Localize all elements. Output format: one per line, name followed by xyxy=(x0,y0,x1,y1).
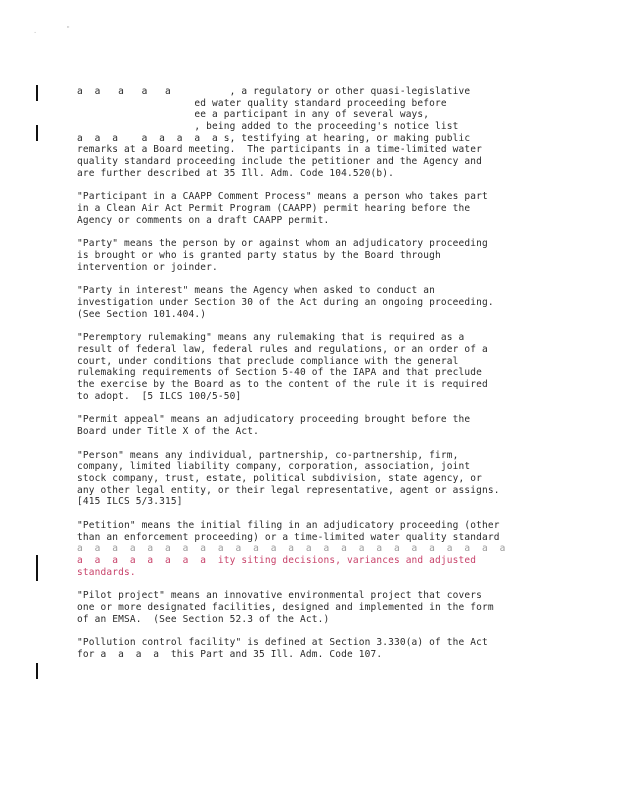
text-line: "Pilot project" means an innovative environmental project that covers xyxy=(77,590,482,602)
definition-person xyxy=(77,450,547,508)
text-line-revised: a a a a a a a a ity siting decisions, variances and adjusted xyxy=(77,554,477,566)
text-line: "Participant in a CAAPP Comment Process" means a person who takes part xyxy=(77,191,488,203)
text-line: "Permit appeal" means an adjudicatory proceeding brought before the xyxy=(77,414,471,426)
text-line: Board under Title X of the Act. xyxy=(77,425,259,437)
text-line: to adopt. [5 ILCS 100/5-50] xyxy=(77,390,242,402)
revision-change-bar xyxy=(36,555,38,581)
text-line: than an enforcement proceeding) or a time-limited water quality standard xyxy=(77,531,500,543)
text-line: one or more designated facilities, designed and implemented in the form xyxy=(77,601,494,613)
text-line: a a a a a , a regulatory or other quasi-legislative xyxy=(77,86,471,97)
definition-peremptory-rulemaking xyxy=(77,332,547,402)
text-line: the exercise by the Board as to the content of the rule it is required xyxy=(77,379,488,390)
text-line: court, under conditions that preclude compliance with the general xyxy=(77,355,459,367)
text-line: "Petition" means the initial filing in an adjudicatory proceeding (other xyxy=(77,519,500,531)
definition-petition xyxy=(77,520,547,578)
text-line: stock company, trust, estate, political subdivision, state agency, or xyxy=(77,472,482,484)
definition-party xyxy=(77,238,547,273)
definition-pollution-control-facility xyxy=(77,637,547,660)
text-line: "Peremptory rulemaking" means any rulemaking that is required as a xyxy=(77,332,465,344)
scan-speck: " xyxy=(66,25,71,33)
text-line: of an EMSA. (See Section 52.3 of the Act.) xyxy=(77,613,330,625)
text-line: is brought or who is granted party status by the Board through xyxy=(77,250,441,262)
text-line: ed water quality standard proceeding before xyxy=(77,97,447,109)
text-line: Agency or comments on a draft CAAPP permit. xyxy=(77,214,330,226)
text-line: rulemaking requirements of Section 5-40 of the IAPA and that preclude xyxy=(77,367,482,379)
definition-party-in-interest xyxy=(77,285,547,320)
text-line: remarks at a Board meeting. The participants in a time-limited water xyxy=(77,144,482,156)
text-line: , being added to the proceeding's notice list xyxy=(77,121,459,133)
revision-change-bar xyxy=(36,85,38,101)
text-line: (See Section 101.404.) xyxy=(77,308,207,320)
revision-change-bar xyxy=(36,663,38,679)
definition-participant-caapp xyxy=(77,191,547,226)
text-line: quality standard proceeding include the petitioner and the Agency and xyxy=(77,156,482,168)
text-line: "Party" means the person by or against whom an adjudicatory proceeding xyxy=(77,238,488,250)
text-line: investigation under Section 30 of the Act during an ongoing proceeding. xyxy=(77,296,494,308)
definition-participant-continued xyxy=(77,86,547,180)
text-line: "Pollution control facility" is defined at Section 3.330(a) of the Act xyxy=(77,637,488,649)
text-line: intervention or joinder. xyxy=(77,261,218,273)
document-body xyxy=(77,86,547,672)
text-line: a a a a a a a a s, testifying at hearing, or making public xyxy=(77,132,471,144)
text-line: company, limited liability company, corporation, association, joint xyxy=(77,461,471,473)
text-line: "Person" means any individual, partnership, co-partnership, firm, xyxy=(77,449,459,461)
text-line: in a Clean Air Act Permit Program (CAAPP) permit hearing before the xyxy=(77,203,471,215)
text-line: ee a participant in any of several ways, xyxy=(77,109,430,121)
text-line: any other legal entity, or their legal representative, agent or assigns. xyxy=(77,484,500,496)
text-line: [415 ILCS 5/3.315] xyxy=(77,496,183,508)
text-line: result of federal law, federal rules and regulations, or an order of a xyxy=(77,343,488,355)
revision-change-bar xyxy=(36,125,38,141)
text-line-revised: standards. xyxy=(77,566,136,578)
text-line: are further described at 35 Ill. Adm. Code 104.520(b). xyxy=(77,167,394,179)
scan-speck: . xyxy=(33,27,38,35)
definition-permit-appeal xyxy=(77,414,547,437)
definition-pilot-project xyxy=(77,590,547,625)
text-line-faded: a a a a a a a a a a a a a a a a a a a a a a a a a xyxy=(77,543,506,555)
text-line: for a a a a this Part and 35 Ill. Adm. Code 107. xyxy=(77,648,383,660)
text-line: "Party in interest" means the Agency when asked to conduct an xyxy=(77,285,436,297)
